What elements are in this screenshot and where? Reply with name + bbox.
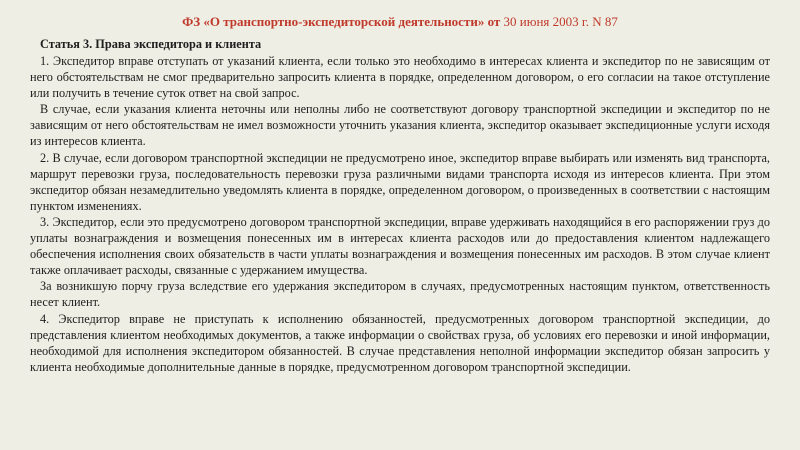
paragraph: 2. В случае, если договором транспортной экспедиции не предусмотрено иное, экспедитор вправе выбирать или изменять вид транспорта, маршрут перевозки груза, последовательность перевозки груза различными видами транспорта исходя из интересов клиента. При этом экспедитор обязан незамедлительно уведомлять клиента в порядке, определенном договором, о произведенных в соответствии с настоящим пунктом изменениях. [30,150,770,213]
paragraph: За возникшую порчу груза вследствие его удержания экспедитором в случаях, предусмотренных настоящим пунктом, ответственность несет клиент. [30,279,770,310]
paragraph: 4. Экспедитор вправе не приступать к исполнению обязанностей, предусмотренных договором транспортной экспедиции, до представления клиентом необходимых документов, а также информации о свойствах груза, об условиях его перевозки и иной информации, необходимой для исполнения экспедитором обязанностей. В случае представления неполной информации экспедитор обязан запросить у клиента необходимые дополнительные данные в порядке, предусмотренном договором транспортной экспедиции. [30,311,770,374]
article-heading: Статья 3. Права экспедитора и клиента [40,37,262,51]
title-main: ФЗ «О транспортно-экспедиторской деятельности» от [182,14,501,29]
paragraph: В случае, если указания клиента неточны или неполны либо не соответствуют договору транспортной экспедиции и экспедитор по не зависящим от него обстоятельствам не имел возможности уточнить указания клиента, экспедитор оказывает экспедиционные услуги исходя из интересов клиента. [30,102,770,149]
document-title [30,14,770,30]
paragraph: 3. Экспедитор, если это предусмотрено договором транспортной экспедиции, вправе удерживать находящийся в его распоряжении груз до уплаты вознаграждения и возмещения понесенных им в интересах клиента расходов или до предоставления клиентом надлежащего обеспечения исполнения своих обязательств в части уплаты вознаграждения и возмещения понесенных им расходов. В этом случае клиент также оплачивает расходы, связанные с удержанием имущества. [30,214,770,278]
paragraph: 1. Экспедитор вправе отступать от указаний клиента, если только это необходимо в интересах клиента и экспедитор по не зависящим от него обстоятельствам не смог предварительно запросить клиента в порядке, определенном договором, о его согласии на такое отступление или получить в течение суток ответ на свой запрос. [30,54,770,101]
title-date: 30 июня 2003 г. N 87 [500,14,618,29]
